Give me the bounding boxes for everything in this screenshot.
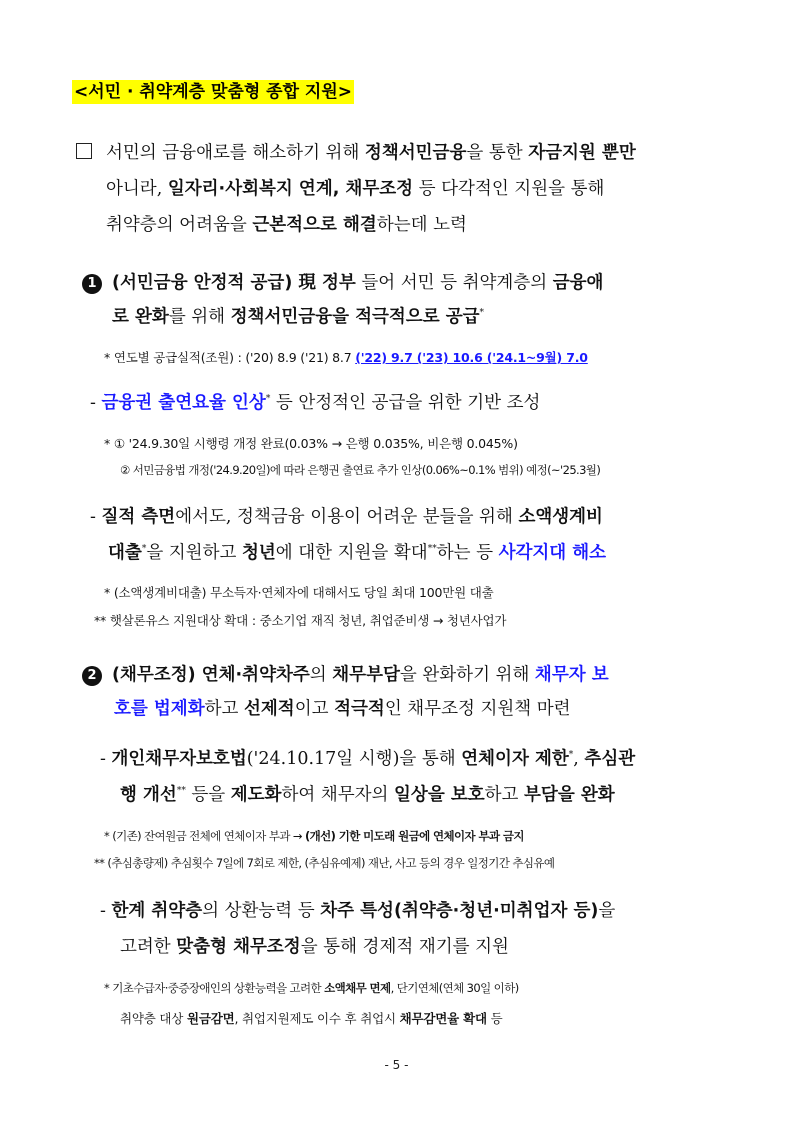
section2-note-vulnerable-2 [120,1004,503,1033]
section2-bold: 선제적 [244,699,295,719]
sub1-bold: 제도화 [230,785,282,805]
section2-note-collection: ** (추심총량제) 추심횟수 7일에 7회로 제한, (추심유예제) 재난, 사고 등의 경우 일정기간 추심유예 [94,856,555,870]
sub1-bold: 일상을 보호 [394,785,485,805]
intro-bold: 근본적으로 해결 [252,215,377,235]
sub2-text: 을 통해 경제적 재기를 지원 [300,937,509,957]
sub1-text: ('24.10.17일 시행)을 통해 [246,749,462,769]
dash-bullet: - [100,901,112,921]
sub2-text: 을 [598,901,616,921]
section1-sub2-line-1 [90,500,603,534]
section2-note-interest [104,822,524,851]
section1-bold: 금융애 [552,273,604,293]
footnote-marker: ** [176,786,186,796]
section1-text: 들어 서민 등 취약계층의 [355,273,553,293]
section2-highlight: 호를 법제화 [114,699,205,719]
sub1-text: 하고 [484,785,525,805]
section1-note-microloan: * (소액생계비대출) 무소득자·연체자에 대해서도 당일 최대 100만원 대출 [104,585,494,600]
sub2-text: 에서도, 정책금융 이용이 어려운 분들을 위해 [175,507,519,527]
intro-bold: 일자리·사회복지 연계, 채무조정 [167,179,414,199]
intro-line-2 [106,172,604,206]
note-text: * 연도별 공급실적(조원) : ('20) 8.9 ('21) 8.7 [104,350,356,365]
dash-bullet: - [90,507,102,527]
section2-sub1-line-2 [120,778,615,812]
intro-text: 아니라, [106,179,168,199]
section2-sub2-line-2 [120,930,509,964]
note-text: 취약층 대상 [120,1011,187,1026]
section1-bold: 정책서민금융을 적극적으로 공급 [230,307,480,327]
section2-sub2-line-1 [100,894,615,928]
sub2-highlight: 사각지대 해소 [498,543,607,563]
sub1-bold: 행 개선 [120,785,177,805]
note-bold: (개선) 기한 미도래 원금에 연체이자 부과 금지 [304,829,524,843]
section2-note-vulnerable-1 [104,974,519,1003]
intro-bold: 정책서민금융 [364,143,467,163]
note-bold: 원금감면 [186,1011,235,1026]
section1-sub2-line-2 [108,536,606,570]
sub2-bold: 차주 특성(취약층·청년·미취업자 등) [320,901,599,921]
sub2-text: 에 대한 지원을 확대 [275,543,428,563]
footnote-marker: * [479,308,485,318]
intro-text: 하는데 노력 [376,215,467,235]
section2-line-2 [114,692,571,726]
sub2-text: 의 상환능력 등 [202,901,321,921]
sub2-bold: 맞춤형 채무조정 [176,937,301,957]
footnote-marker: * [568,750,574,760]
sub1-highlight: 금융권 출연요율 인상 [101,393,266,413]
note-text: * 기초수급자·중증장애인의 상환능력을 고려한 [104,981,325,995]
sub1-text: 등 안정적인 공급을 위한 기반 조성 [270,393,541,413]
page-number: - 5 - [384,1058,409,1072]
sub2-bold: 청년 [241,543,276,563]
intro-text: 서민의 금융애로를 해소하기 위해 [106,143,365,163]
sub1-bold: 부담을 완화 [524,785,615,805]
dash-bullet: - [100,749,112,769]
note-bold: 채무감면율 확대 [399,1011,487,1026]
section2-text: 의 [309,665,333,685]
numbered-bullet-icon: 2 [82,666,102,686]
intro-text: 을 통한 [466,143,529,163]
section1-line-1 [82,266,603,300]
section2-text: 을 완화하기 위해 [399,665,535,685]
section1-note-rate2: ② 서민금융법 개정('24.9.20일)에 따라 은행권 출연료 추가 인상(0.06%~0.1% 범위) 예정(~'25.3월) [120,463,601,477]
section2-text: 인 채무조정 지원책 마련 [384,699,571,719]
sub1-text: , [573,749,585,769]
section1-note-rate1: * ① '24.9.30일 시행령 개정 완료(0.03% → 은행 0.035%, 비은행 0.045%) [104,436,518,451]
section1-note-youth: ** 햇살론유스 지원대상 확대 : 중소기업 재직 청년, 취업준비생 → 청년사업가 [94,613,507,628]
section1-bold: (서민금융 안정적 공급) 現 정부 [112,273,356,293]
section2-text: 이고 [294,699,335,719]
sub2-bold: 소액생계비 [518,507,603,527]
sub2-text: 하는 등 [436,543,499,563]
footnote-marker: * [265,394,271,404]
section1-line-2 [112,300,484,334]
intro-bold: 자금지원 뿐만 [528,143,636,163]
sub2-bold: 대출 [108,543,142,563]
note-text: * (기존) 잔여원금 전체에 연체이자 부과 → [104,829,305,843]
sub1-text: 등을 [185,785,231,805]
dash-bullet: - [90,393,102,413]
sub1-bold: 연체이자 제한 [461,749,569,769]
footnote-marker: ** [427,544,437,554]
sub1-bold: 개인채무자보호법 [111,749,247,769]
checkbox-square-icon [76,143,92,159]
sub1-text: 하여 채무자의 [281,785,395,805]
section2-bold: 채무부담 [332,665,400,685]
sub2-bold: 한계 취약층 [111,901,203,921]
note-highlight: ('22) 9.7 ('23) 10.6 ('24.1~9월) 7.0 [355,350,588,365]
section1-note-supply [104,343,588,372]
section2-line-1 [82,658,609,692]
section2-highlight: 채무자 보 [534,665,609,685]
section2-text: 하고 [204,699,244,719]
footnote-marker: * [141,544,147,554]
note-text: , 취업지원제도 이수 후 취업시 [234,1011,400,1026]
section2-sub1-line-1 [100,742,635,776]
section-heading: <서민 · 취약계층 맞춤형 종합 지원> [74,82,353,102]
sub2-text: 고려한 [120,937,177,957]
intro-text: 등 다각적인 지원을 통해 [413,179,605,199]
note-text: 등 [486,1011,503,1026]
section2-bold: (채무조정) 연체·취약차주 [112,665,310,685]
intro-text: 취약층의 어려움을 [106,215,253,235]
section1-text: 를 위해 [168,307,231,327]
note-text: , 단기연체(연체 30일 이하) [390,981,519,995]
intro-line-1 [76,136,636,170]
section2-bold: 적극적 [334,699,385,719]
note-bold: 소액채무 면제 [324,981,391,995]
sub1-bold: 추심관 [584,749,636,769]
intro-line-3 [106,208,467,242]
sub2-text: 을 지원하고 [146,543,242,563]
numbered-bullet-icon: 1 [82,274,102,294]
section1-bold: 로 완화 [112,307,169,327]
sub2-bold: 질적 측면 [101,507,176,527]
section1-sub1 [90,386,540,420]
